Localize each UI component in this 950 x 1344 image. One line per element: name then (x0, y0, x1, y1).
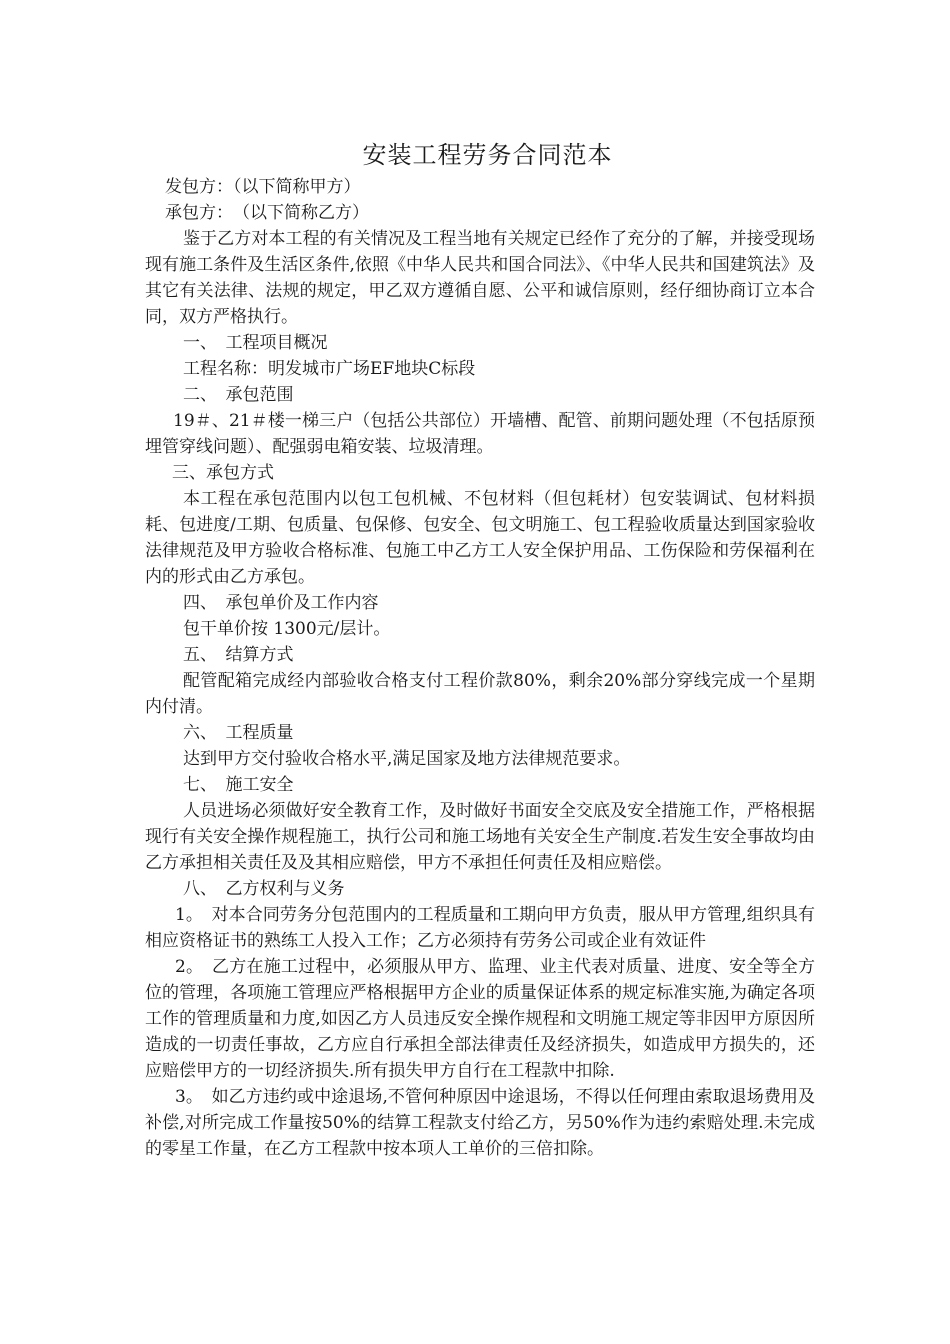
section-heading: 六、 工程质量 (183, 723, 294, 743)
section-paragraph: 本工程在承包范围内以包工包机械、不包材料（但包耗材）包安装调试、包材料损耗、包进度/工期、包质量、包保修、包安全、包文明施工、包工程验收质量达到国家验收法律规范及甲方验收合格标准、包施工中乙方工人安全保护用品、工伤保险和劳保福利在内的形式由乙方承包。 (145, 489, 815, 587)
section-heading: 四、 承包单价及工作内容 (183, 593, 379, 613)
section-heading: 三、承包方式 (172, 463, 274, 483)
party-a-line: 发包方：（以下简称甲方） (165, 177, 361, 197)
list-item: 1。 对本合同劳务分包范围内的工程质量和工期向甲方负责，服从甲方管理,组织具有相应资格证书的熟练工人投入工作；乙方必须持有劳务公司或企业有效证件 (145, 905, 815, 951)
section-heading: 五、 结算方式 (183, 645, 294, 665)
section-paragraph: 人员进场必须做好安全教育工作，及时做好书面安全交底及安全措施工作，严格根据现行有关安全操作规程施工，执行公司和施工场地有关安全生产制度.若发生安全事故均由乙方承担相关责任及及其相应赔偿，甲方不承担任何责任及相应赔偿。 (145, 801, 815, 873)
document-title: 安装工程劳务合同范本 (362, 141, 613, 169)
section-paragraph: 配管配箱完成经内部验收合格支付工程价款80%，剩余20%部分穿线完成一个星期内付清。 (145, 671, 815, 717)
list-item: 3。 如乙方违约或中途退场,不管何种原因中途退场，不得以任何理由索取退场费用及补偿,对所完成工作量按50%的结算工程款支付给乙方，另50%作为违约索赔处理.未完成的零星工作量，在乙方工程款中按本项人工单价的三倍扣除。 (145, 1087, 815, 1159)
section-heading: 一、 工程项目概况 (183, 333, 328, 353)
section-heading: 二、 承包范围 (183, 385, 294, 405)
section-heading: 八、 乙方权利与义务 (183, 879, 345, 899)
document-body (145, 174, 815, 1162)
party-b-line: 承包方： （以下简称乙方） (165, 203, 369, 223)
list-item: 2。 乙方在施工过程中，必须服从甲方、监理、业主代表对质量、进度、安全等全方位的管理，各项施工管理应严格根据甲方企业的质量保证体系的规定标准实施,为确定各项工作的管理质量和力度,如因乙方人员违反安全操作规程和文明施工规定等非因甲方原因所造成的一切责任事故，乙方应自行承担全部法律责任及经济损失，如造成甲方损失的，还应赔偿甲方的一切经济损失.所有损失甲方自行在工程款中扣除. (145, 957, 815, 1081)
section-paragraph: 包干单价按 1300元/层计。 (183, 619, 391, 639)
section-paragraph: 达到甲方交付验收合格水平,满足国家及地方法律规范要求。 (183, 749, 631, 769)
section-paragraph: 工程名称：明发城市广场EF地块C标段 (183, 359, 476, 379)
section-heading: 七、 施工安全 (183, 775, 294, 795)
section-paragraph: 19＃、21＃楼一梯三户（包括公共部位）开墙槽、配管、前期问题处理（不包括原预埋管穿线问题）、配强弱电箱安装、垃圾清理。 (145, 411, 815, 457)
preamble-paragraph: 鉴于乙方对本工程的有关情况及工程当地有关规定已经作了充分的了解，并接受现场现有施工条件及生活区条件,依照《中华人民共和国合同法》、《中华人民共和国建筑法》及其它有关法律、法规的规定，甲乙双方遵循自愿、公平和诚信原则，经仔细协商订立本合同，双方严格执行。 (145, 229, 815, 327)
